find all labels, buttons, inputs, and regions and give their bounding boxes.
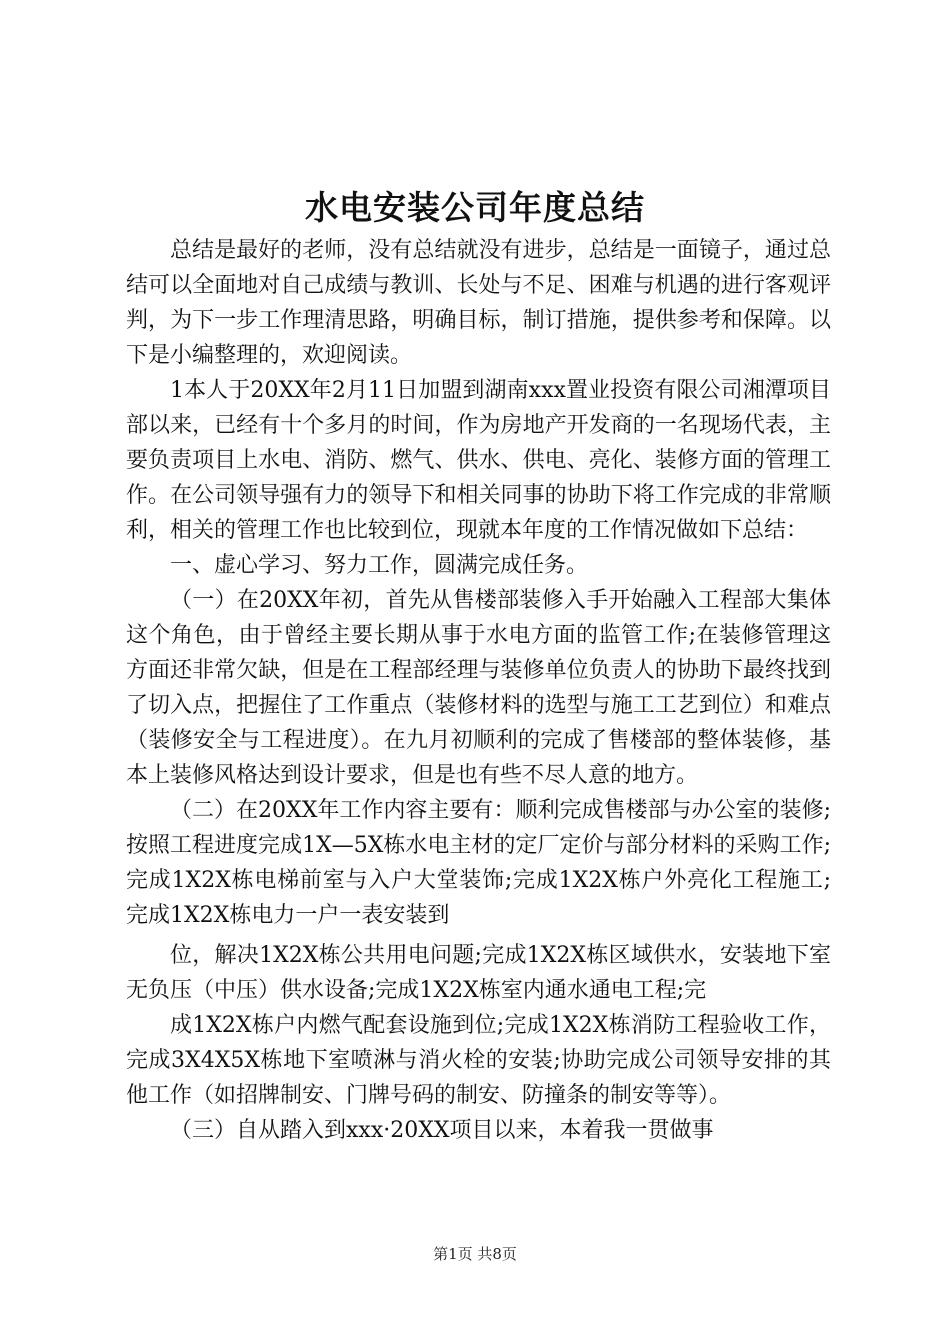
paragraph-item-2-continued: 位，解决1X2X栋公共用电问题;完成1X2X栋区域供水，安装地下室无负压（中压）供水设备;完成1X2X栋室内通水通电工程;完 [126,943,831,1003]
paragraph-item-3: （三）自从踏入到xxx·20XX项目以来，本着我一贯做事 [170,1118,714,1143]
paragraph-background: 1本人于20XX年2月11日加盟到湖南xxx置业投资有限公司湘潭项目部以来，已经有十个多月的时间，作为房地产开发商的一名现场代表，主要负责项目上水电、消防、燃气、供水、供电、亮化、装修方面的管理工作。在公司领导强有力的领导下和相关同事的协助下将工作完成的非常顺利，相关的管理工作也比较到位，现就本年度的工作情况做如下总结： [126,378,831,543]
body-text-block-2 [126,938,831,1148]
document-title: 水电安装公司年度总结 [305,188,645,227]
section-heading-1: 一、虚心学习、努力工作，圆满完成任务。 [170,553,589,578]
paragraph-item-2: （二）在20XX年工作内容主要有：顺利完成售楼部与办公室的装修;按照工程进度完成1X—5X栋水电主材的定厂定价与部分材料的采购工作;完成1X2X栋电梯前室与入户大堂装饰;完成1X2X栋户外亮化工程施工;完成1X2X栋电力一户一表安装到 [126,798,831,928]
paragraph-intro: 总结是最好的老师，没有总结就没有进步，总结是一面镜子，通过总结可以全面地对自己成绩与教训、长处与不足、困难与机遇的进行客观评判，为下一步工作理清思路，明确目标，制订措施，提供参考和保障。以下是小编整理的，欢迎阅读。 [126,238,831,368]
paragraph-item-2-continued-2: 成1X2X栋户内燃气配套设施到位;完成1X2X栋消防工程验收工作，完成3X4X5X栋地下室喷淋与消火栓的安装;协助完成公司领导安排的其他工作（如招牌制安、门牌号码的制安、防撞条的制安等等）。 [126,1013,831,1108]
page-number: 第1页 共8页 [433,1245,517,1263]
body-text-block-1 [126,233,831,933]
paragraph-item-1: （一）在20XX年初，首先从售楼部装修入手开始融入工程部大集体这个角色，由于曾经主要长期从事于水电方面的监管工作;在装修管理这方面还非常欠缺，但是在工程部经理与装修单位负责人的协助下最终找到了切入点，把握住了工作重点（装修材料的选型与施工工艺到位）和难点（装修安全与工程进度）。在九月初顺利的完成了售楼部的整体装修，基本上装修风格达到设计要求，但是也有些不尽人意的地方。 [126,588,831,788]
